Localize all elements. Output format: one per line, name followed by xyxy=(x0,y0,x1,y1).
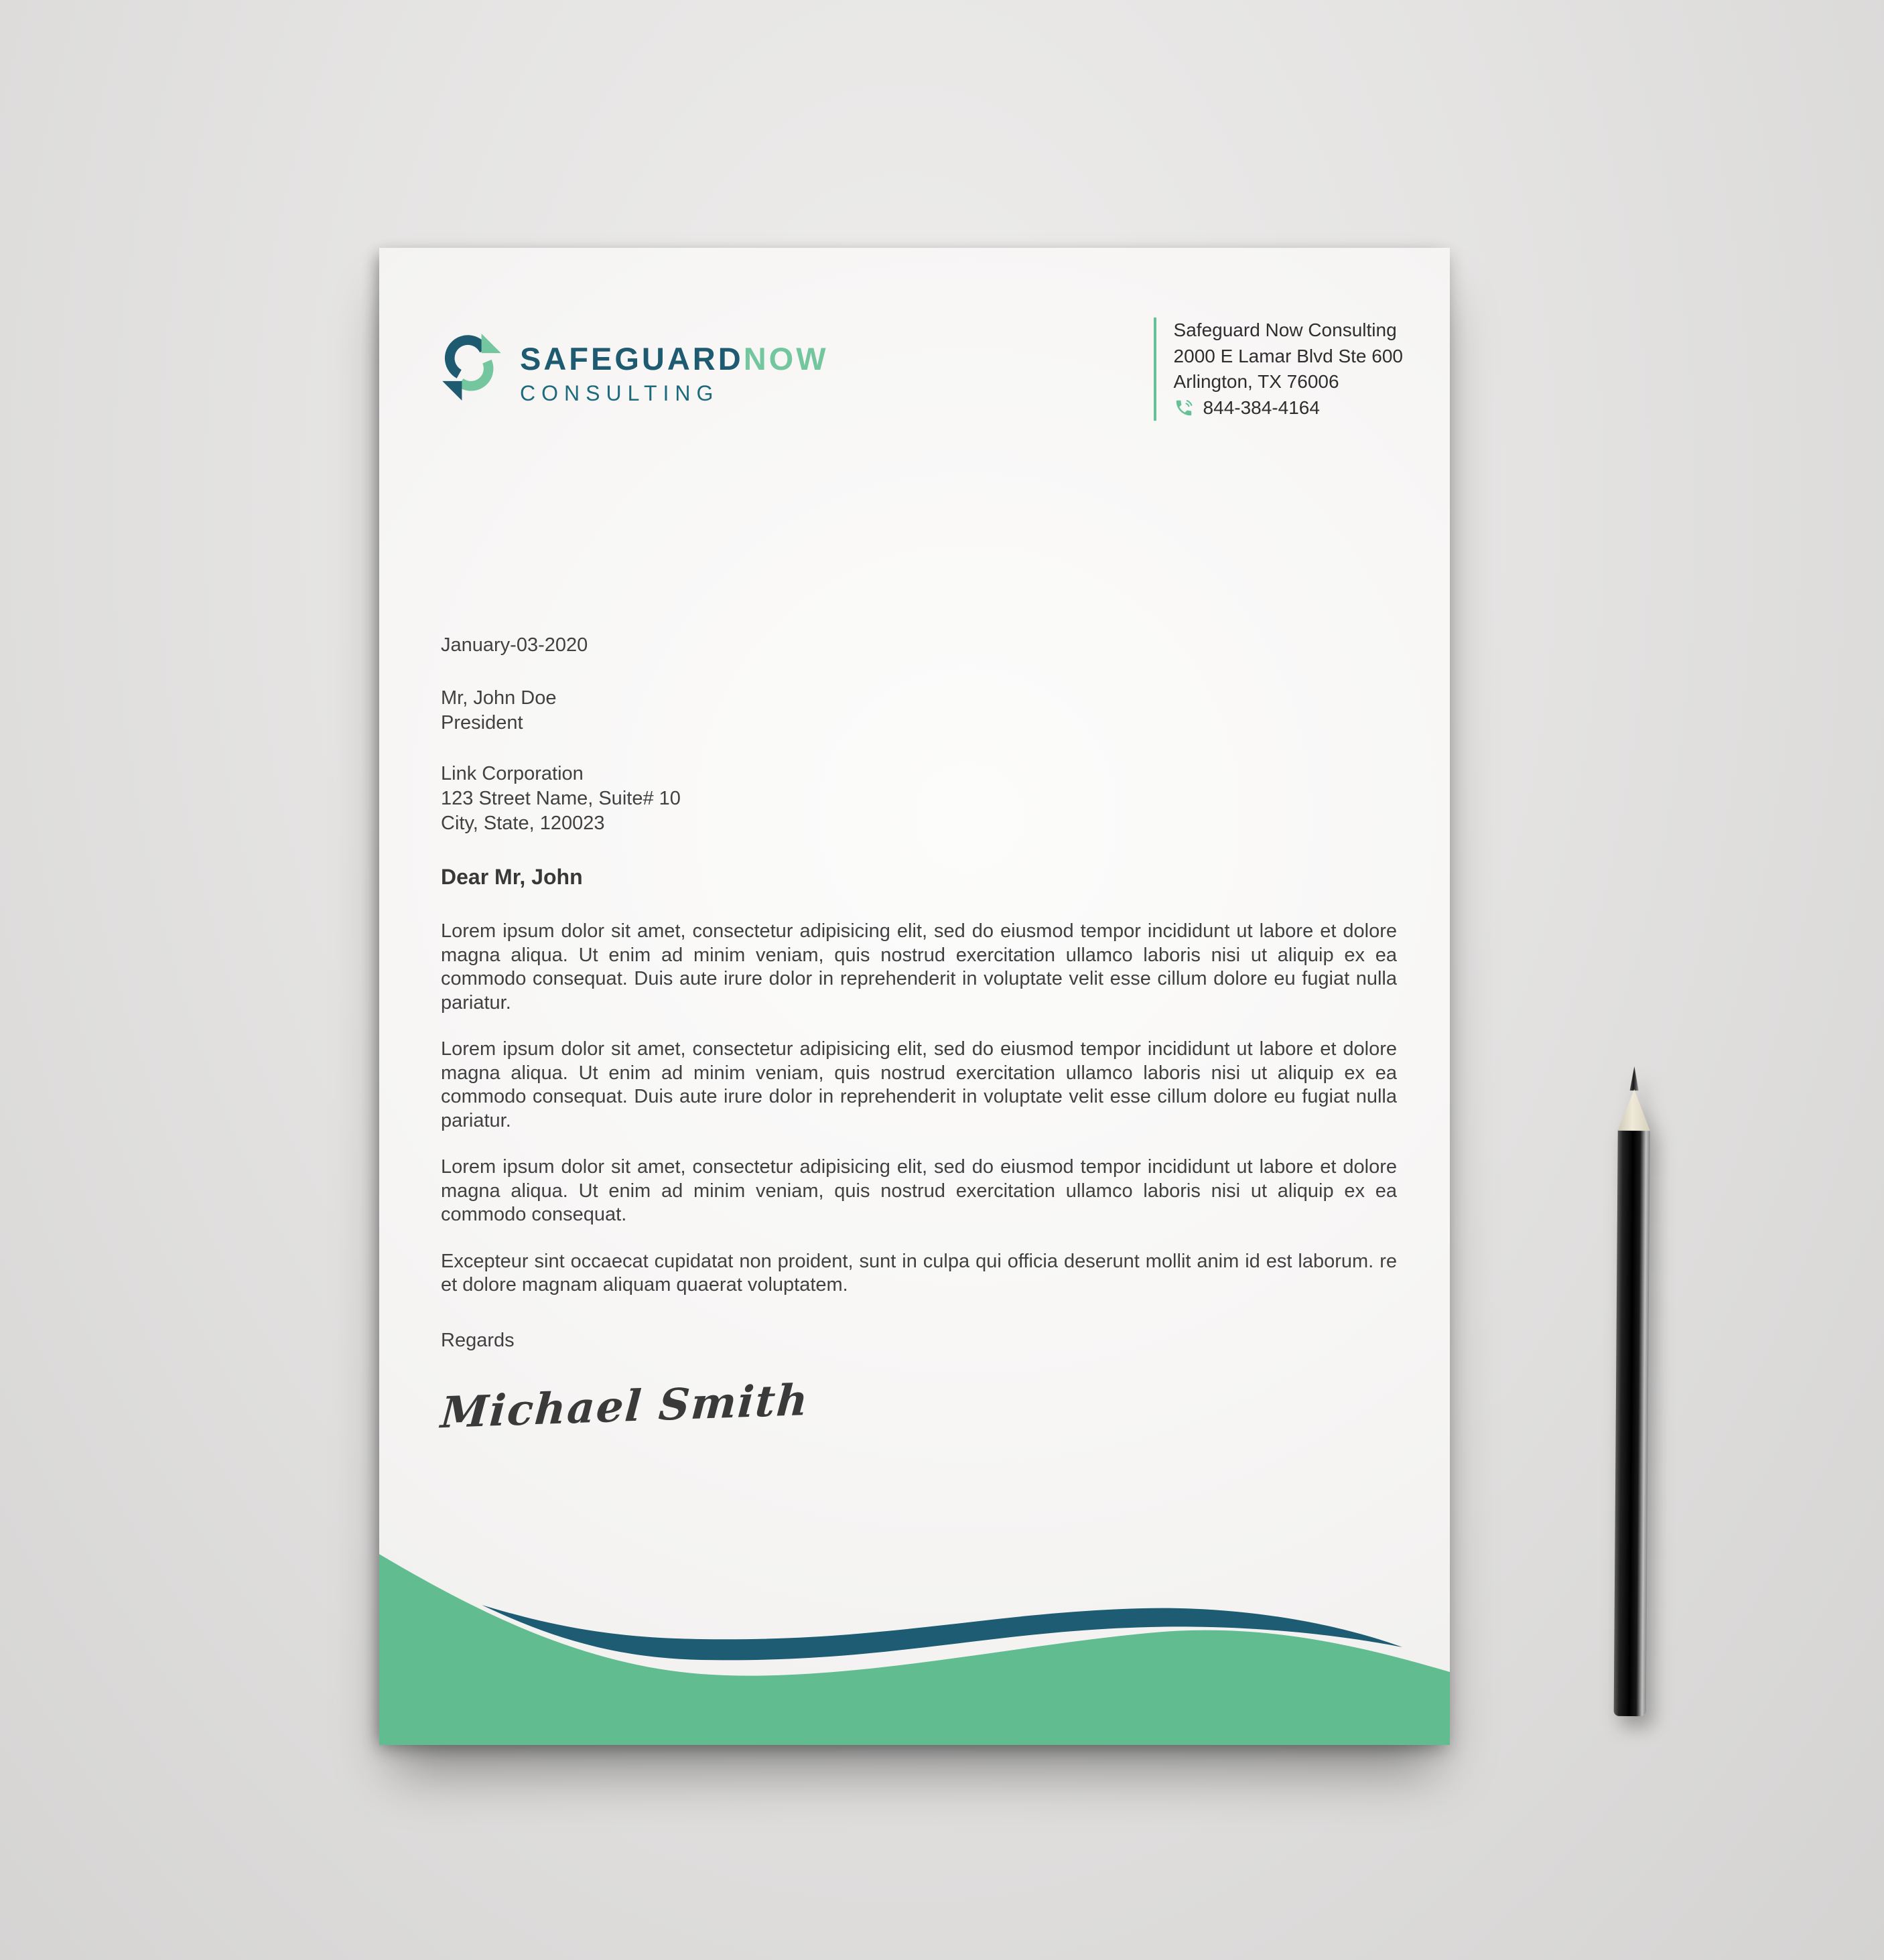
closing: Regards xyxy=(441,1329,515,1351)
recipient-street: 123 Street Name, Suite# 10 xyxy=(441,788,681,809)
recipient-title: President xyxy=(441,712,523,733)
logo-name-part2: NOW xyxy=(743,341,829,376)
footer-wave-graphic xyxy=(379,1523,1450,1745)
header-contact-block xyxy=(1154,318,1403,421)
letter-content xyxy=(441,633,1397,1438)
salutation: Dear Mr, John xyxy=(441,865,583,889)
pencil-body xyxy=(1614,1131,1650,1716)
body-paragraph: Excepteur sint occaecat cupidatat non proident, sunt in culpa qui officia deserunt mollit anim id est laborum. re et dolore magnam aliquam quaerat voluptatem. xyxy=(441,1250,1397,1296)
recipient-company-block xyxy=(441,762,1397,836)
contact-address-line2: Arlington, TX 76006 xyxy=(1173,371,1339,392)
phone-call-icon xyxy=(1174,398,1194,418)
contact-company: Safeguard Now Consulting xyxy=(1173,320,1397,340)
recipient-city: City, State, 120023 xyxy=(441,813,605,834)
footer-wave-green xyxy=(379,1554,1450,1745)
logo-wordmark xyxy=(520,343,829,404)
pencil xyxy=(1614,1066,1651,1716)
letterhead-page xyxy=(379,248,1450,1745)
pencil-lead-tip xyxy=(1627,1066,1641,1091)
logo-tagline: CONSULTING xyxy=(520,381,720,405)
logo-name xyxy=(520,343,829,374)
pencil-wood-cone xyxy=(1618,1089,1650,1131)
recipient-company: Link Corporation xyxy=(441,763,584,784)
contact-phone-number: 844-384-4164 xyxy=(1203,397,1320,418)
logo-name-part1: SAFEGUARD xyxy=(520,341,744,376)
contact-address-line1: 2000 E Lamar Blvd Ste 600 xyxy=(1173,345,1403,366)
body-paragraph: Lorem ipsum dolor sit amet, consectetur adipisicing elit, sed do eiusmod tempor incididunt ut labore et dolore magna aliqua. Ut enim ad minim veniam, quis nostrud exercitation ullamco laboris nisi ut aliquip ex ea commodo consequat. Duis aute irure dolor in reprehenderit in voluptate velit esse cillum dolore eu fugiat nulla pariatur. xyxy=(441,1038,1397,1131)
body-paragraph: Lorem ipsum dolor sit amet, consectetur adipisicing elit, sed do eiusmod tempor incididunt ut labore et dolore magna aliqua. Ut enim ad minim veniam, quis nostrud exercitation ullamco laboris nisi ut aliquip ex ea commodo consequat. Duis aute irure dolor in reprehenderit in voluptate velit esse cillum dolore eu fugiat nulla pariatur. xyxy=(441,920,1397,1013)
interlocked-circular-arrows-icon xyxy=(438,334,505,401)
signature: Michael Smith xyxy=(439,1375,811,1438)
body-paragraph: Lorem ipsum dolor sit amet, consectetur adipisicing elit, sed do eiusmod tempor incididunt ut labore et dolore magna aliqua. Ut enim ad minim veniam, quis nostrud exercitation ullamco laboris nisi ut aliquip ex ea commodo consequat. xyxy=(441,1156,1397,1226)
letter-date: January-03-2020 xyxy=(441,634,588,656)
recipient-name: Mr, John Doe xyxy=(441,687,557,709)
recipient-block xyxy=(441,686,1397,736)
company-logo xyxy=(438,334,829,404)
contact-phone-row xyxy=(1174,395,1403,421)
